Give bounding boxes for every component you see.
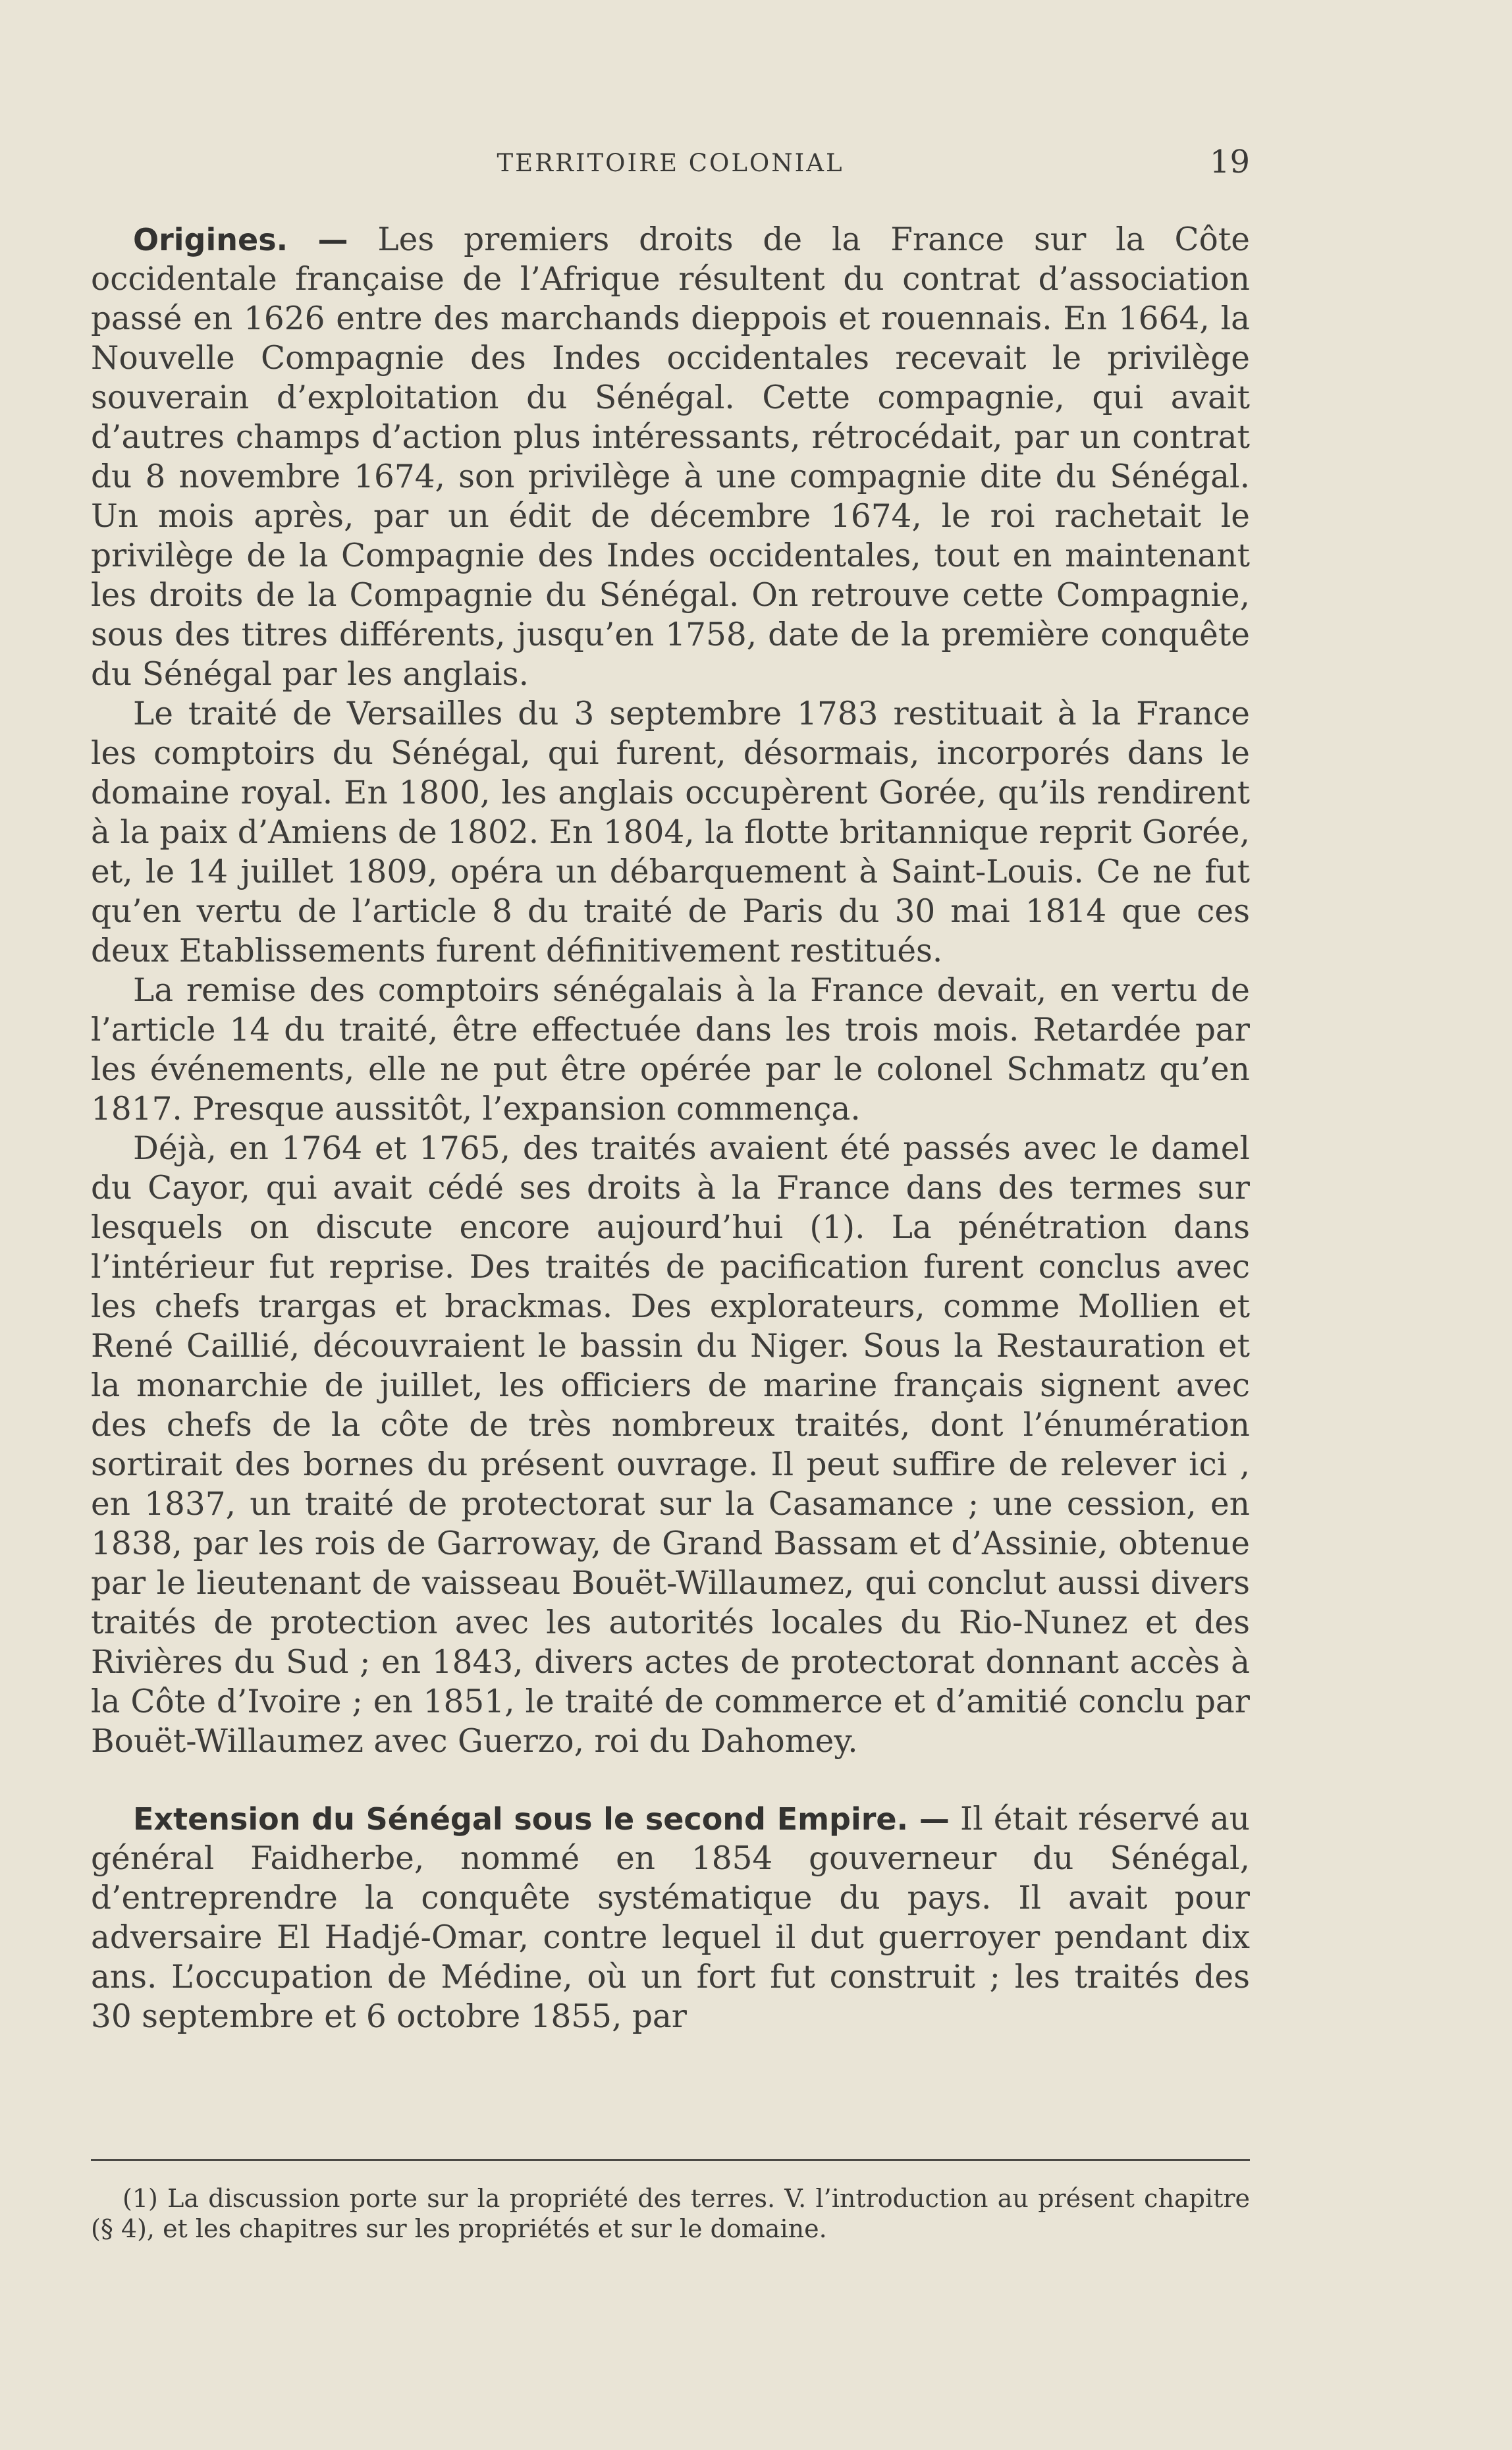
- paragraph-origines: [91, 220, 1250, 694]
- footnote-divider: [91, 2159, 1250, 2161]
- body-text: [91, 220, 1250, 2036]
- footnotes: [91, 2183, 1250, 2244]
- section-heading-extension: Extension du Sénégal sous le second Empire. —: [133, 1801, 950, 1837]
- paragraph-text: La remise des comptoirs sénégalais à la France devait, en vertu de l’article 14 du traité, être effectuée dans les trois mois. Retardée par les événements, elle ne put être opérée par le colonel Schmatz qu’en 1817. Presque aussitôt, l’expansion commença.: [91, 972, 1250, 1128]
- paragraph-deja: [91, 1129, 1250, 1761]
- paragraph-versailles: [91, 694, 1250, 971]
- running-head: [91, 144, 1250, 190]
- footnote-1: (1) La discussion porte sur la propriété des terres. V. l’introduction au présent chapitre (§ 4), et les chapitres sur les propriétés et sur le domaine.: [91, 2184, 1250, 2243]
- paragraph-text: Déjà, en 1764 et 1765, des traités avaient été passés avec le damel du Cayor, qui avait cédé ses droits à la France dans des termes sur lesquels on discute encore aujourd’hui (1). La pénétration dans l’intérieur fut reprise. Des traités de pacification furent conclus avec les chefs trargas et brackmas. Des explorateurs, comme Mollien et René Caillié, découvraient le bassin du Niger. Sous la Restauration et la monarchie de juillet, les officiers de marine français signent avec des chefs de la côte de très nombreux traités, dont l’énumération sortirait des bornes du présent ouvrage. Il peut suffire de relever ici , en 1837, un traité de protectorat sur la Casamance ; une cession, en 1838, par les rois de Garroway, de Grand Bassam et d’Assinie, obtenue par le lieutenant de vaisseau Bouët-Willaumez, qui conclut aussi divers traités de protection avec les autorités locales du Rio-Nunez et des Rivières du Sud ; en 1843, divers actes de protectorat donnant accès à la Côte d’Ivoire ; en 1851, le traité de commerce et d’amitié conclu par Bouët-Willaumez avec Guerzo, roi du Dahomey.: [91, 1130, 1250, 1760]
- paragraph-extension: [91, 1799, 1250, 2036]
- section-heading-origines: Origines. —: [133, 222, 348, 258]
- paragraph-text: Les premiers droits de la France sur la Côte occidentale française de l’Afrique résultent du contrat d’association passé en 1626 entre des marchands dieppois et rouennais. En 1664, la Nouvelle Compagnie des Indes occidentales recevait le privilège souverain d’exploitation du Sénégal. Cette compagnie, qui avait d’autres champs d’action plus intéressants, rétrocédait, par un contrat du 8 novembre 1674, son privilège à une compagnie dite du Sénégal. Un mois après, par un édit de décembre 1674, le roi rachetait le privilège de la Compagnie des Indes occidentales, tout en maintenant les droits de la Compagnie du Sénégal. On retrouve cette Compagnie, sous des titres différents, jusqu’en 1758, date de la première conquête du Sénégal par les anglais.: [91, 221, 1250, 693]
- page-number: 19: [1209, 144, 1250, 180]
- paragraph-remise: [91, 971, 1250, 1129]
- section-spacer: [91, 1761, 1250, 1799]
- running-title: TERRITOIRE COLONIAL: [497, 149, 844, 177]
- paragraph-text: Le traité de Versailles du 3 septembre 1783 restituait à la France les comptoirs du Sénégal, qui furent, désormais, incorporés dans le domaine royal. En 1800, les anglais occupèrent Gorée, qu’ils rendirent à la paix d’Amiens de 1802. En 1804, la flotte britannique reprit Gorée, et, le 14 juillet 1809, opéra un débarquement à Saint-Louis. Ce ne fut qu’en vertu de l’article 8 du traité de Paris du 30 mai 1814 que ces deux Etablissements furent définitivement restitués.: [91, 695, 1250, 969]
- paragraph-text: Il était réservé au général Faidherbe, nommé en 1854 gouverneur du Sénégal, d’entreprendre la conquête systématique du pays. Il avait pour adversaire El Hadjé-Omar, contre lequel il dut guerroyer pendant dix ans. L’occupation de Médine, où un fort fut construit ; les traités des 30 septembre et 6 octobre 1855, par: [91, 1801, 1250, 2035]
